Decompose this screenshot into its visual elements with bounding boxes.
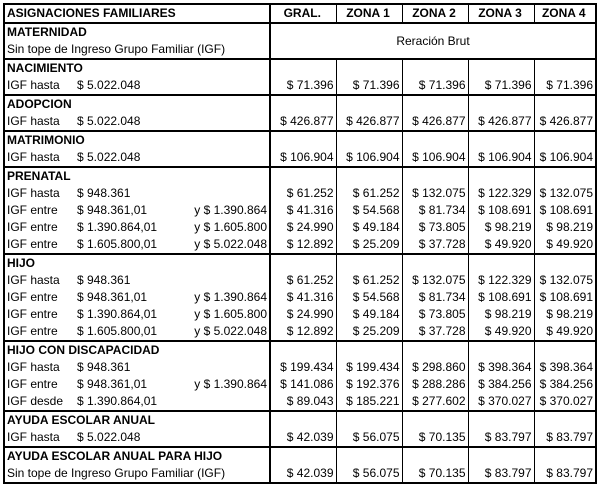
value-zona-1: $ 199.434 xyxy=(336,359,402,376)
range-from: $ 5.022.048 xyxy=(77,78,141,92)
value-gral: $ 106.904 xyxy=(270,149,336,167)
range-to: y $ 1.390.864 xyxy=(194,203,267,217)
table-row xyxy=(4,393,596,411)
table-row xyxy=(4,202,596,219)
range-type: IGF hasta xyxy=(7,78,60,92)
value-zona-3: $ 108.691 xyxy=(468,202,534,219)
value-zona-1: $ 49.184 xyxy=(336,219,402,236)
value-zona-3: $ 122.329 xyxy=(468,185,534,202)
value-zona-3: $ 384.256 xyxy=(468,376,534,393)
section-title: PRENATAL xyxy=(4,167,270,185)
value-zona-3: $ 108.691 xyxy=(468,289,534,306)
value-gral: $ 12.892 xyxy=(270,323,336,341)
table-row xyxy=(4,306,596,323)
value-zona-4: $ 83.797 xyxy=(534,429,596,447)
value-gral: $ 24.990 xyxy=(270,219,336,236)
escolar-hijo-desc: Sin tope de Ingreso Grupo Familiar (IGF) xyxy=(4,465,270,483)
range-type: IGF hasta xyxy=(7,360,60,374)
range-type: IGF hasta xyxy=(7,114,60,128)
value-zona-4: $ 370.027 xyxy=(534,393,596,411)
value-gral: $ 12.892 xyxy=(270,236,336,254)
value-zona-4: $ 98.219 xyxy=(534,219,596,236)
range-type: IGF entre xyxy=(7,307,58,321)
value-zona-2: $ 288.286 xyxy=(402,376,468,393)
section-title: NACIMIENTO xyxy=(4,59,270,77)
range-from: $ 948.361,01 xyxy=(77,290,148,304)
range-type: IGF entre xyxy=(7,237,58,251)
value-zona-3: $ 370.027 xyxy=(468,393,534,411)
range-type: IGF hasta xyxy=(7,430,60,444)
value-zona-4: $ 384.256 xyxy=(534,376,596,393)
table-row xyxy=(4,272,596,289)
value-zona-2: $ 37.728 xyxy=(402,236,468,254)
value-zona-2: $ 70.135 xyxy=(402,429,468,447)
section-title: MATERNIDAD xyxy=(4,23,270,41)
section-ayuda-escolar-hijo xyxy=(4,447,596,465)
value-zona-3: $ 398.364 xyxy=(468,359,534,376)
range-from: $ 948.361 xyxy=(77,186,131,200)
header-zona-1: ZONA 1 xyxy=(336,4,402,23)
value-zona-1: $ 56.075 xyxy=(336,465,402,483)
value-zona-4: $ 71.396 xyxy=(534,77,596,95)
table-row xyxy=(4,113,596,131)
section-title: AYUDA ESCOLAR ANUAL xyxy=(4,411,270,429)
range-to: y $ 1.390.864 xyxy=(194,290,267,304)
value-zona-3: $ 71.396 xyxy=(468,77,534,95)
value-zona-4: $ 426.877 xyxy=(534,113,596,131)
value-zona-2: $ 426.877 xyxy=(402,113,468,131)
value-zona-4: $ 108.691 xyxy=(534,202,596,219)
value-zona-1: $ 25.209 xyxy=(336,236,402,254)
value-zona-3: $ 49.920 xyxy=(468,323,534,341)
range-type: IGF entre xyxy=(7,377,58,391)
value-zona-3: $ 106.904 xyxy=(468,149,534,167)
value-gral: $ 61.252 xyxy=(270,185,336,202)
table-row xyxy=(4,289,596,306)
section-ayuda-escolar xyxy=(4,411,596,429)
range-from: $ 1.390.864,01 xyxy=(77,394,158,408)
header-zona-3: ZONA 3 xyxy=(468,4,534,23)
value-zona-2: $ 132.075 xyxy=(402,185,468,202)
value-gral: $ 89.043 xyxy=(270,393,336,411)
section-hijo xyxy=(4,254,596,272)
value-gral: $ 42.039 xyxy=(270,429,336,447)
range-to: y $ 1.605.800 xyxy=(194,220,267,234)
range-from: $ 948.361 xyxy=(77,273,131,287)
value-gral: $ 199.434 xyxy=(270,359,336,376)
value-zona-1: $ 56.075 xyxy=(336,429,402,447)
value-zona-1: $ 54.568 xyxy=(336,202,402,219)
value-zona-2: $ 298.860 xyxy=(402,359,468,376)
range-to: y $ 5.022.048 xyxy=(194,324,267,338)
range-from: $ 948.361,01 xyxy=(77,203,148,217)
value-zona-1: $ 61.252 xyxy=(336,185,402,202)
value-zona-2: $ 37.728 xyxy=(402,323,468,341)
header-row xyxy=(4,4,596,23)
value-zona-1: $ 106.904 xyxy=(336,149,402,167)
section-title: HIJO CON DISCAPACIDAD xyxy=(4,341,270,359)
range-to xyxy=(180,393,269,410)
range-to: y $ 1.390.864 xyxy=(194,377,267,391)
value-zona-1: $ 71.396 xyxy=(336,77,402,95)
range-to: y $ 5.022.048 xyxy=(194,237,267,251)
value-zona-3: $ 122.329 xyxy=(468,272,534,289)
value-zona-4: $ 49.920 xyxy=(534,323,596,341)
section-title: ADOPCION xyxy=(4,95,270,113)
range-from: $ 948.361,01 xyxy=(77,377,148,391)
section-prenatal xyxy=(4,167,596,185)
value-zona-1: $ 426.877 xyxy=(336,113,402,131)
value-gral: $ 42.039 xyxy=(270,465,336,483)
value-gral: $ 24.990 xyxy=(270,306,336,323)
range-from: $ 5.022.048 xyxy=(77,150,141,164)
range-from: $ 948.361 xyxy=(77,360,131,374)
value-zona-2: $ 81.734 xyxy=(402,289,468,306)
section-matrimonio xyxy=(4,131,596,149)
table-row xyxy=(4,149,596,167)
value-zona-4: $ 83.797 xyxy=(534,465,596,483)
range-type: IGF entre xyxy=(7,324,58,338)
value-gral: $ 41.316 xyxy=(270,202,336,219)
section-maternidad xyxy=(4,23,596,41)
value-zona-2: $ 277.602 xyxy=(402,393,468,411)
value-zona-1: $ 192.376 xyxy=(336,376,402,393)
range-from: $ 1.390.864,01 xyxy=(77,220,158,234)
value-zona-2: $ 73.805 xyxy=(402,306,468,323)
section-nacimiento xyxy=(4,59,596,77)
value-zona-1: $ 61.252 xyxy=(336,272,402,289)
value-zona-3: $ 426.877 xyxy=(468,113,534,131)
value-zona-2: $ 70.135 xyxy=(402,465,468,483)
value-zona-2: $ 132.075 xyxy=(402,272,468,289)
value-zona-4: $ 98.219 xyxy=(534,306,596,323)
range-type: IGF desde xyxy=(7,394,64,408)
range-to: y $ 1.605.800 xyxy=(194,307,267,321)
section-hijo-discapacidad xyxy=(4,341,596,359)
table-row xyxy=(4,359,596,376)
value-zona-4: $ 132.075 xyxy=(534,185,596,202)
value-zona-1: $ 25.209 xyxy=(336,323,402,341)
maternidad-desc: Sin tope de Ingreso Grupo Familiar (IGF) xyxy=(4,41,270,59)
value-gral: $ 41.316 xyxy=(270,289,336,306)
range-type: IGF entre xyxy=(7,290,58,304)
value-zona-4: $ 49.920 xyxy=(534,236,596,254)
table-row xyxy=(4,185,596,202)
range-to xyxy=(180,185,269,202)
range-type: IGF hasta xyxy=(7,273,60,287)
table-row xyxy=(4,376,596,393)
value-zona-2: $ 73.805 xyxy=(402,219,468,236)
value-zona-1: $ 185.221 xyxy=(336,393,402,411)
value-zona-1: $ 54.568 xyxy=(336,289,402,306)
value-zona-3: $ 98.219 xyxy=(468,306,534,323)
header-zona-2: ZONA 2 xyxy=(402,4,468,23)
value-zona-3: $ 83.797 xyxy=(468,465,534,483)
value-zona-2: $ 71.396 xyxy=(402,77,468,95)
value-zona-4: $ 108.691 xyxy=(534,289,596,306)
range-from: $ 1.605.800,01 xyxy=(77,324,158,338)
header-gral: GRAL. xyxy=(270,4,336,23)
value-zona-4: $ 398.364 xyxy=(534,359,596,376)
maternidad-note: Reración Brut xyxy=(270,23,596,59)
value-zona-3: $ 49.920 xyxy=(468,236,534,254)
range-from: $ 5.022.048 xyxy=(77,114,141,128)
table-row xyxy=(4,323,596,341)
section-title: HIJO xyxy=(4,254,270,272)
value-gral: $ 61.252 xyxy=(270,272,336,289)
range-from: $ 1.605.800,01 xyxy=(77,237,158,251)
range-type: IGF entre xyxy=(7,220,58,234)
value-zona-4: $ 132.075 xyxy=(534,272,596,289)
table-row xyxy=(4,219,596,236)
value-gral: $ 426.877 xyxy=(270,113,336,131)
value-zona-2: $ 81.734 xyxy=(402,202,468,219)
value-gral: $ 71.396 xyxy=(270,77,336,95)
asignaciones-table xyxy=(3,3,597,484)
value-gral: $ 141.086 xyxy=(270,376,336,393)
header-label: ASIGNACIONES FAMILIARES xyxy=(4,4,270,23)
header-zona-4: ZONA 4 xyxy=(534,4,596,23)
value-zona-3: $ 98.219 xyxy=(468,219,534,236)
table-row xyxy=(4,465,596,483)
value-zona-4: $ 106.904 xyxy=(534,149,596,167)
range-to xyxy=(180,359,269,376)
range-type: IGF hasta xyxy=(7,150,60,164)
table-row xyxy=(4,77,596,95)
range-from: $ 5.022.048 xyxy=(77,430,141,444)
table-row xyxy=(4,236,596,254)
section-title: MATRIMONIO xyxy=(4,131,270,149)
range-type: IGF hasta xyxy=(7,186,60,200)
section-adopcion xyxy=(4,95,596,113)
range-from: $ 1.390.864,01 xyxy=(77,307,158,321)
value-zona-2: $ 106.904 xyxy=(402,149,468,167)
range-to xyxy=(180,272,269,289)
value-zona-1: $ 49.184 xyxy=(336,306,402,323)
value-zona-3: $ 83.797 xyxy=(468,429,534,447)
range-type: IGF entre xyxy=(7,203,58,217)
table-row xyxy=(4,429,596,447)
section-title: AYUDA ESCOLAR ANUAL PARA HIJO xyxy=(4,447,270,465)
